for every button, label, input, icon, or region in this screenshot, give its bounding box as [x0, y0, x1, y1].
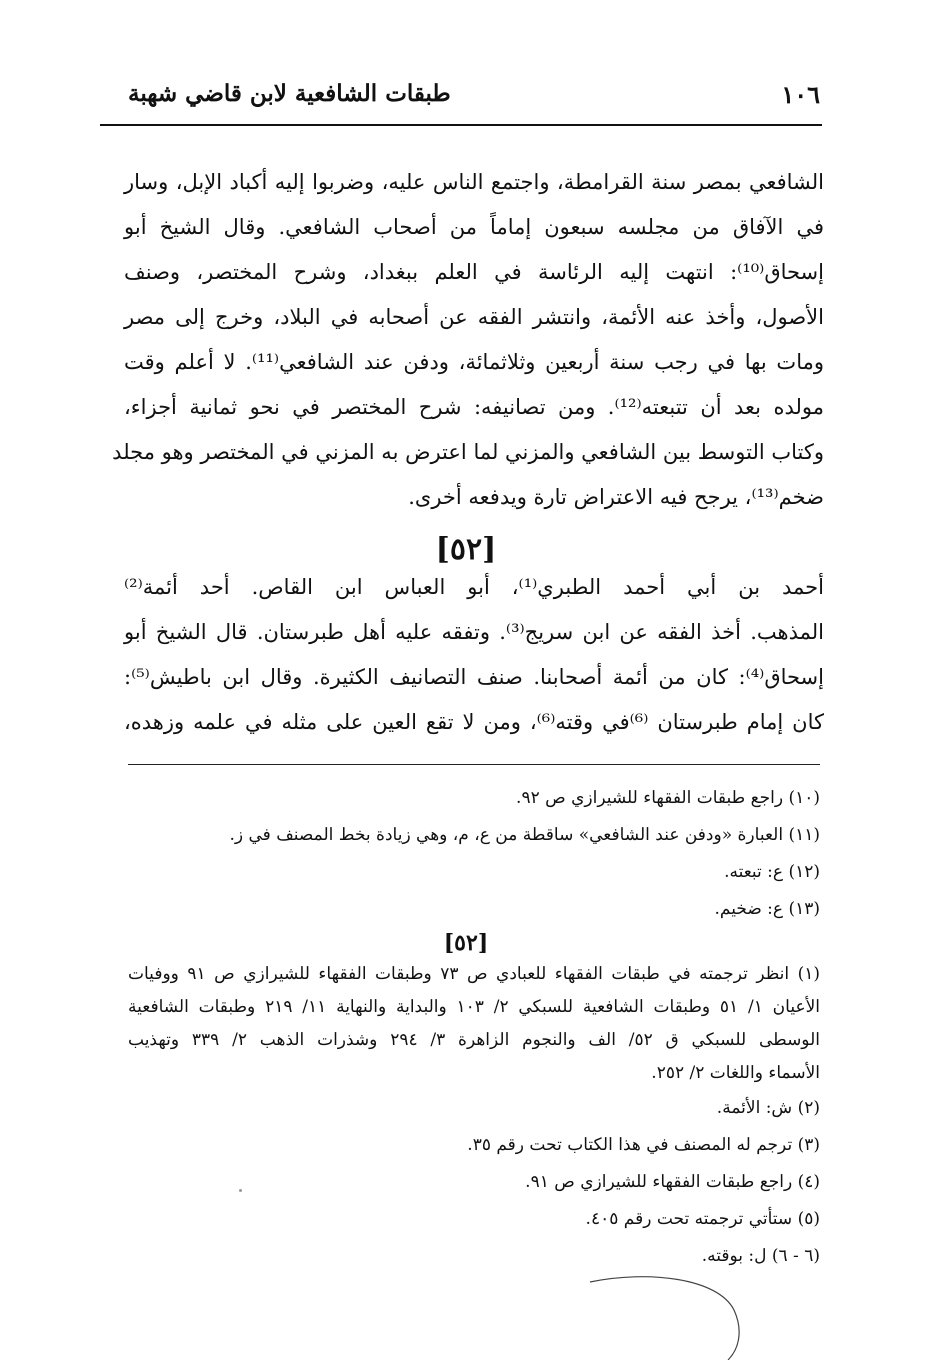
- text-line: كان إمام طبرستان ⁽⁶⁾في وقته⁽⁶⁾، ومن لا تقع العين على مثله في علمه وزهده،: [124, 710, 824, 734]
- text-line: إسحاق⁽¹⁰⁾: انتهت إليه الرئاسة في العلم ببغداد، وشرح المختصر، وصنف: [124, 260, 824, 284]
- page-number: ١٠٦: [781, 80, 820, 109]
- footnote: (١٠) راجع طبقات الفقهاء للشيرازي ص ٩٢.: [516, 788, 820, 808]
- footnote-separator: [128, 764, 820, 765]
- text-line: أحمد بن أبي أحمد الطبري⁽¹⁾، أبو العباس ابن القاص. أحد أئمة⁽²⁾: [124, 575, 824, 599]
- paragraph-entry-52: [124, 565, 824, 745]
- text-line: الأصول، وأخذ عنه الأئمة، وانتشر الفقه عن أصحابه في البلاد، وخرج إلى مصر: [124, 305, 824, 329]
- footnote: (١٣) ع: ضخيم.: [714, 899, 820, 919]
- footnote: (١١) العبارة «ودفن عند الشافعي» ساقطة من ع، م، وهي زيادة بخط المصنف في ز.: [229, 825, 820, 845]
- text-line: المذهب. أخذ الفقه عن ابن سريج⁽³⁾. وتفقه عليه أهل طبرستان. قال الشيخ أبو: [124, 620, 824, 644]
- entry-number-heading: [٥٢]: [435, 532, 497, 567]
- footnote: الوسطى للسبكي ق ٥٢/ الف والنجوم الزاهرة ٣/ ٢٩٤ وشذرات الذهب ٢/ ٣٣٩ وتهذيب: [128, 1030, 820, 1050]
- text-line: إسحاق⁽⁴⁾: كان من أئمة أصحابنا. صنف التصانيف الكثيرة. وقال ابن باطيش⁽⁵⁾:: [124, 665, 824, 689]
- text-line: ضخم⁽¹³⁾، يرجح فيه الاعتراض تارة ويدفعه أخرى.: [408, 485, 824, 509]
- text-line: وكتاب التوسط بين الشافعي والمزني لما اعترض به المزني في المختصر وهو مجلد: [112, 440, 824, 464]
- scan-speck: [239, 1189, 242, 1192]
- text-line: ومات بها في رجب سنة أربعين وثلاثمائة، ودفن عند الشافعي⁽¹¹⁾. لا أعلم وقت: [124, 350, 824, 374]
- footnote: الأسماء واللغات ٢/ ٢٥٢.: [651, 1063, 820, 1083]
- text-line: في الآفاق من مجلسه سبعون إماماً من أصحاب الشافعي. وقال الشيخ أبو: [124, 215, 824, 239]
- footnotes-previous-entry: [128, 780, 820, 928]
- pencil-mark: [588, 1270, 748, 1360]
- footnote: (١) انظر ترجمته في طبقات الفقهاء للعبادي ص ٧٣ وطبقات الفقهاء للشيرازي ص ٩١ ووفيات: [128, 964, 821, 984]
- footnote: الأعيان ١/ ٥١ وطبقات الشافعية للسبكي ٢/ ١٠٣ والبداية والنهاية ١١/ ٢١٩ وطبقات الشافعية: [128, 997, 821, 1017]
- footnote: (٤) راجع طبقات الفقهاء للشيرازي ص ٩١.: [525, 1172, 820, 1192]
- running-title: طبقات الشافعية لابن قاضي شهبة: [128, 80, 451, 107]
- footnotes-entry-52: [128, 958, 820, 1275]
- footnote: (٣) ترجم له المصنف في هذا الكتاب تحت رقم ٣٥.: [467, 1135, 820, 1155]
- paragraph-previous-entry: [112, 160, 824, 520]
- page-header: [128, 74, 820, 118]
- footnote: (١٢) ع: تبعته.: [724, 862, 820, 882]
- footnote-entry-heading: [٥٢]: [443, 930, 489, 956]
- footnote: (٢) ش: الأئمة.: [716, 1098, 820, 1118]
- text-line: الشافعي بمصر سنة القرامطة، واجتمع الناس عليه، وضربوا إليه أكباد الإبل، وسار: [124, 170, 824, 194]
- footnote: (٦ - ٦) ل: بوقته.: [701, 1246, 820, 1266]
- header-rule: [100, 124, 822, 126]
- footnote: (٥) ستأتي ترجمته تحت رقم ٤٠٥.: [585, 1209, 820, 1229]
- text-line: مولده بعد أن تتبعته⁽¹²⁾. ومن تصانيفه: شرح المختصر في نحو ثمانية أجزاء،: [124, 395, 824, 419]
